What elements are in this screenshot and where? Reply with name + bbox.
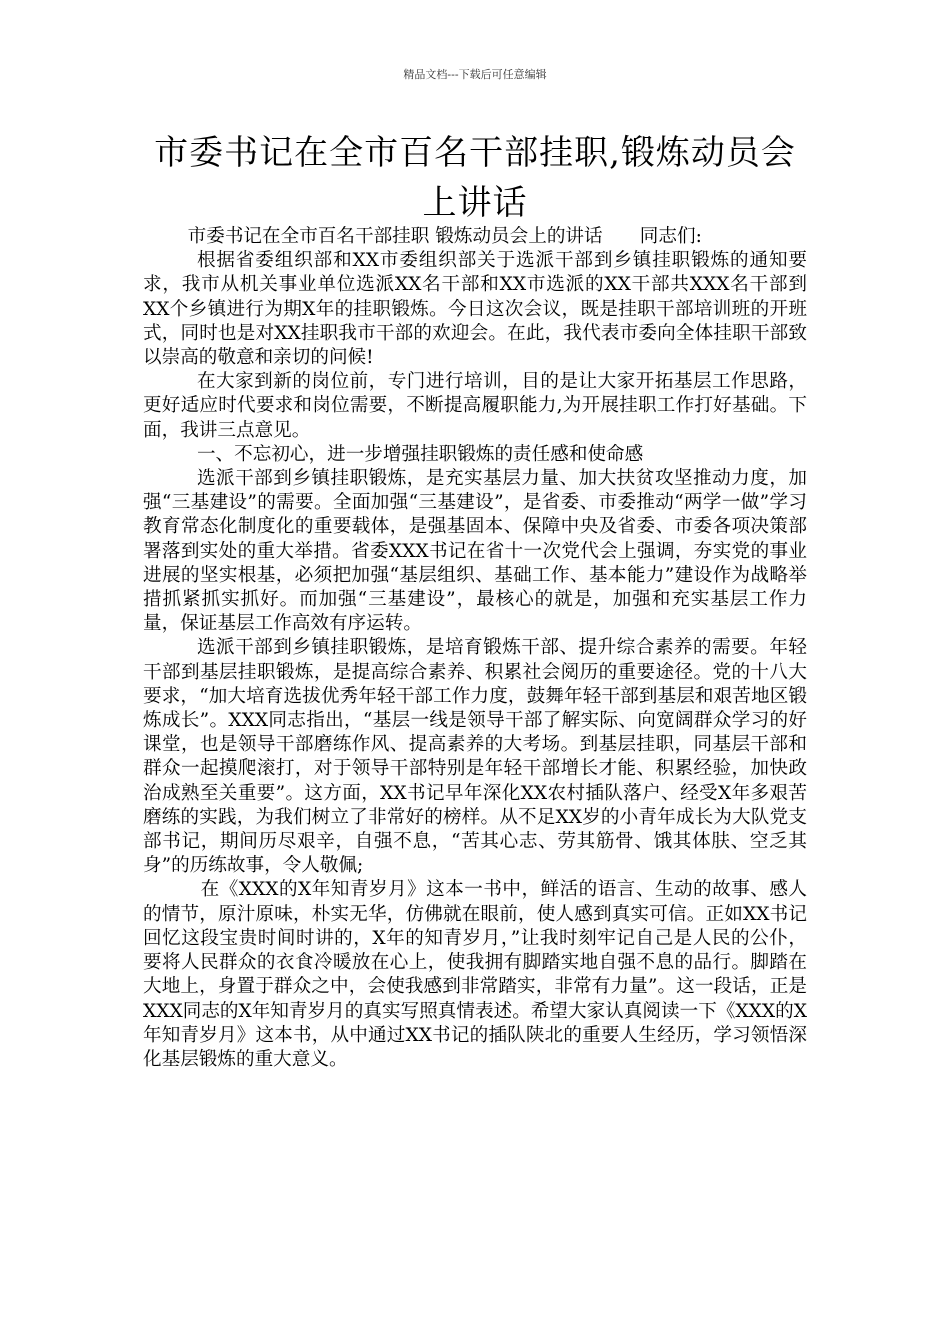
document-title: 市委书记在全市百名干部挂职,锻炼动员会上讲话: [154, 133, 796, 223]
paragraph-5: 在《XXX的X年知青岁月》这本一书中，鲜活的语言、生动的故事、感人的情节，原汁原味，朴实无华，仿佛就在眼前，使人感到真实可信。正如XX书记回忆这段宝贵时间时讲的，X年的知青岁月，”让我时刻牢记自己是人民的公仆，要将人民群众的衣食冷暖放在心上，使我拥有脚踏实地自强不息的品行。脚踏在大地上，身置于群众之中，会使我感到非常踏实，非常有力量”。这一段话，正是XXX同志的X年知青岁月的真实写照真情表述。希望大家认真阅读一下《XXX的X年知青岁月》这本书，从中通过XX书记的插队陕北的重要人生经历，学习领悟深化基层锻炼的重大意义。: [143, 879, 807, 1070]
document-body: [143, 225, 807, 1072]
header-note: 精品文档---下载后可任意编辑: [403, 68, 547, 81]
paragraph-1: 根据省委组织部和XX市委组织部关于选派干部到乡镇挂职锻炼的通知要求，我市从机关事业单位选派XX名干部和XX市选派的XX干部共XXX名干部到XX个乡镇进行为期X年的挂职锻炼。今日这次会议，既是挂职干部培训班的开班式，同时也是对XX挂职我市干部的欢迎会。在此，我代表市委向全体挂职干部致以崇高的敬意和亲切的问候!: [143, 250, 807, 369]
paragraph-intro: 市委书记在全市百名干部挂职 锻炼动员会上的讲话 同志们:: [187, 226, 702, 247]
paragraph-2: 在大家到新的岗位前，专门进行培训，目的是让大家开拓基层工作思路，更好适应时代要求和岗位需要，不断提高履职能力,为开展挂职工作打好基础。下面，我讲三点意见。: [143, 371, 807, 441]
paragraph-4: 选派干部到乡镇挂职锻炼，是培育锻炼干部、提升综合素养的需要。年轻干部到基层挂职锻炼，是提高综合素养、积累社会阅历的重要途径。党的十八大要求，“加大培育选拔优秀年轻干部工作力度，鼓舞年轻干部到基层和艰苦地区锻炼成长”。XXX同志指出，“基层一线是领导干部了解实际、向宽阔群众学习的好课堂，也是领导干部磨练作风、提高素养的大考场。到基层挂职，同基层干部和群众一起摸爬滚打，对于领导干部特别是年轻干部增长才能、积累经验，加快政治成熟至关重要”。这方面，XX书记早年深化XX农村插队落户、经受X年多艰苦磨练的实践，为我们树立了非常好的榜样。从不足XX岁的小青年成长为大队党支部书记，期间历尽艰辛，自强不息，“苦其心志、劳其筋骨、饿其体肤、空乏其身”的历练故事，令人敬佩;: [143, 637, 807, 877]
paragraph-3: 选派干部到乡镇挂职锻炼，是充实基层力量、加大扶贫攻坚推动力度，加强“三基建设”的需要。全面加强“三基建设”，是省委、市委推动“两学一做”学习教育常态化制度化的重要载体，是强基固本、保障中央及省委、市委各项决策部署落到实处的重大举措。省委XXX书记在省十一次党代会上强调，夯实党的事业进展的坚实根基，必须把加强“基层组织、基础工作、基本能力”建设作为战略举措抓紧抓实抓好。而加强“三基建设”，最核心的就是，加强和充实基层工作力量，保证基层工作高效有序运转。: [143, 468, 807, 635]
section-heading-1: 一、不忘初心，进一步增强挂职锻炼的责任感和使命感: [196, 443, 644, 465]
